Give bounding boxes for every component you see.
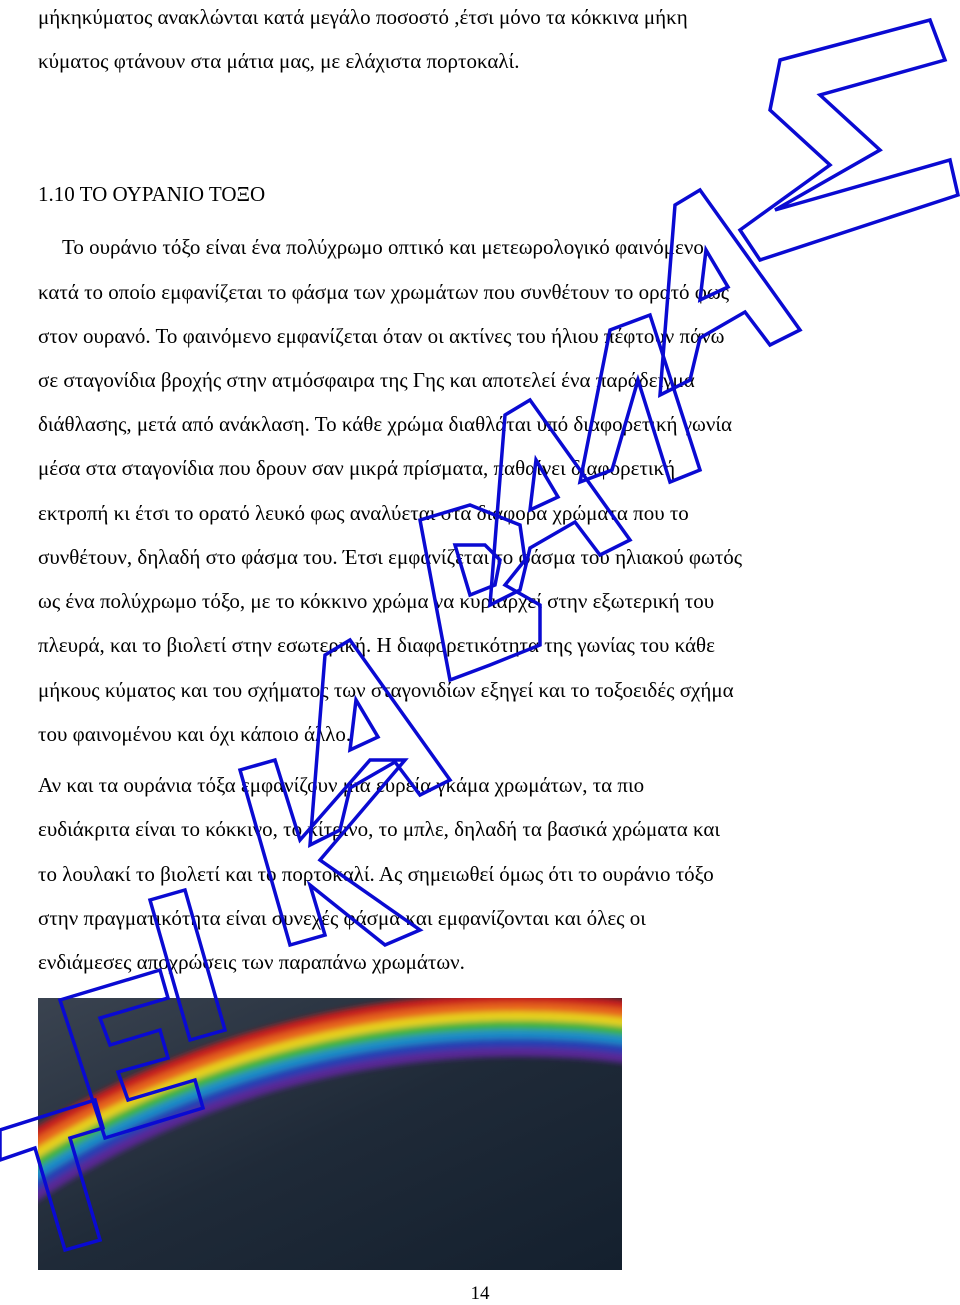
paragraph-line: στον ουρανό. Το φαινόμενο εμφανίζεται όταν οι ακτίνες του ήλιου πέφτουν πάνω: [38, 324, 725, 348]
paragraph-line: διάθλασης, μετά από ανάκλαση. Το κάθε χρώμα διαθλάται υπό διαφορετική γωνία: [38, 412, 733, 436]
paragraph-line: μήκους κύματος και του σχήματος των σταγονιδίων εξηγεί και το τοξοειδές σχήμα: [38, 678, 734, 702]
paragraph-line: στην πραγματικότητα είναι συνεχές φάσμα και εμφανίζονται και όλες οι: [38, 906, 646, 930]
paragraph-line: Αν και τα ουράνια τόξα εμφανίζουν μια ευρεία γκάμα χρωμάτων, τα πιο: [38, 773, 645, 797]
paragraph-line: το λουλακί το βιολετί και το πορτοκαλί. Ας σημειωθεί όμως ότι το ουράνιο τόξο: [38, 862, 714, 886]
rainbow-image: [38, 998, 622, 1270]
paragraph-line: Το ουράνιο τόξο είναι ένα πολύχρωμο οπτικό και μετεωρολογικό φαινόμενο,: [62, 235, 710, 259]
rainbow-photo: [38, 998, 622, 1270]
paragraph-line: εκτροπή κι έτσι το ορατό λευκό φως αναλύεται στα διάφορα χρώματα που το: [38, 501, 689, 525]
paragraph-line: μέσα στα σταγονίδια που δρουν σαν μικρά πρίσματα, παθαίνει διαφορετική: [38, 456, 676, 480]
paragraph-line: ευδιάκριτα είναι το κόκκινο, το κίτρινο, το μπλε, δηλαδή τα βασικά χρώματα και: [38, 817, 720, 841]
intro-line-1: μήκηκύματος ανακλώνται κατά μεγάλο ποσοστό ,έτσι μόνο τα κόκκινα μήκη: [38, 5, 688, 29]
intro-line-2: κύματος φτάνουν στα μάτια μας, με ελάχιστα πορτοκαλί.: [38, 49, 520, 73]
paragraph-line: κατά το οποίο εμφανίζεται το φάσμα των χρωμάτων που συνθέτουν το ορατό φως: [38, 280, 730, 304]
page-number: 14: [470, 1283, 490, 1304]
paragraph-line: ενδιάμεσες αποχρώσεις των παραπάνω χρωμάτων.: [38, 950, 465, 974]
paragraph-line: σε σταγονίδια βροχής στην ατμόσφαιρα της Γης και αποτελεί ένα παράδειγμα: [38, 368, 695, 392]
paragraph-line: πλευρά, και το βιολετί στην εσωτερική. Η διαφορετικότητα της γωνίας του κάθε: [38, 633, 715, 657]
paragraph-line: συνθέτουν, δηλαδή στο φάσμα του. Έτσι εμφανίζεται το φάσμα του ηλιακού φωτός: [38, 545, 743, 569]
section-heading: 1.10 ΤΟ ΟΥΡΑΝΙΟ ΤΟΞΟ: [38, 182, 266, 206]
paragraph-line: του φαινομένου και όχι κάποιο άλλο.: [38, 722, 352, 746]
paragraph-line: ως ένα πολύχρωμο τόξο, με το κόκκινο χρώμα να κυριαρχεί στην εξωτερική του: [38, 589, 715, 613]
